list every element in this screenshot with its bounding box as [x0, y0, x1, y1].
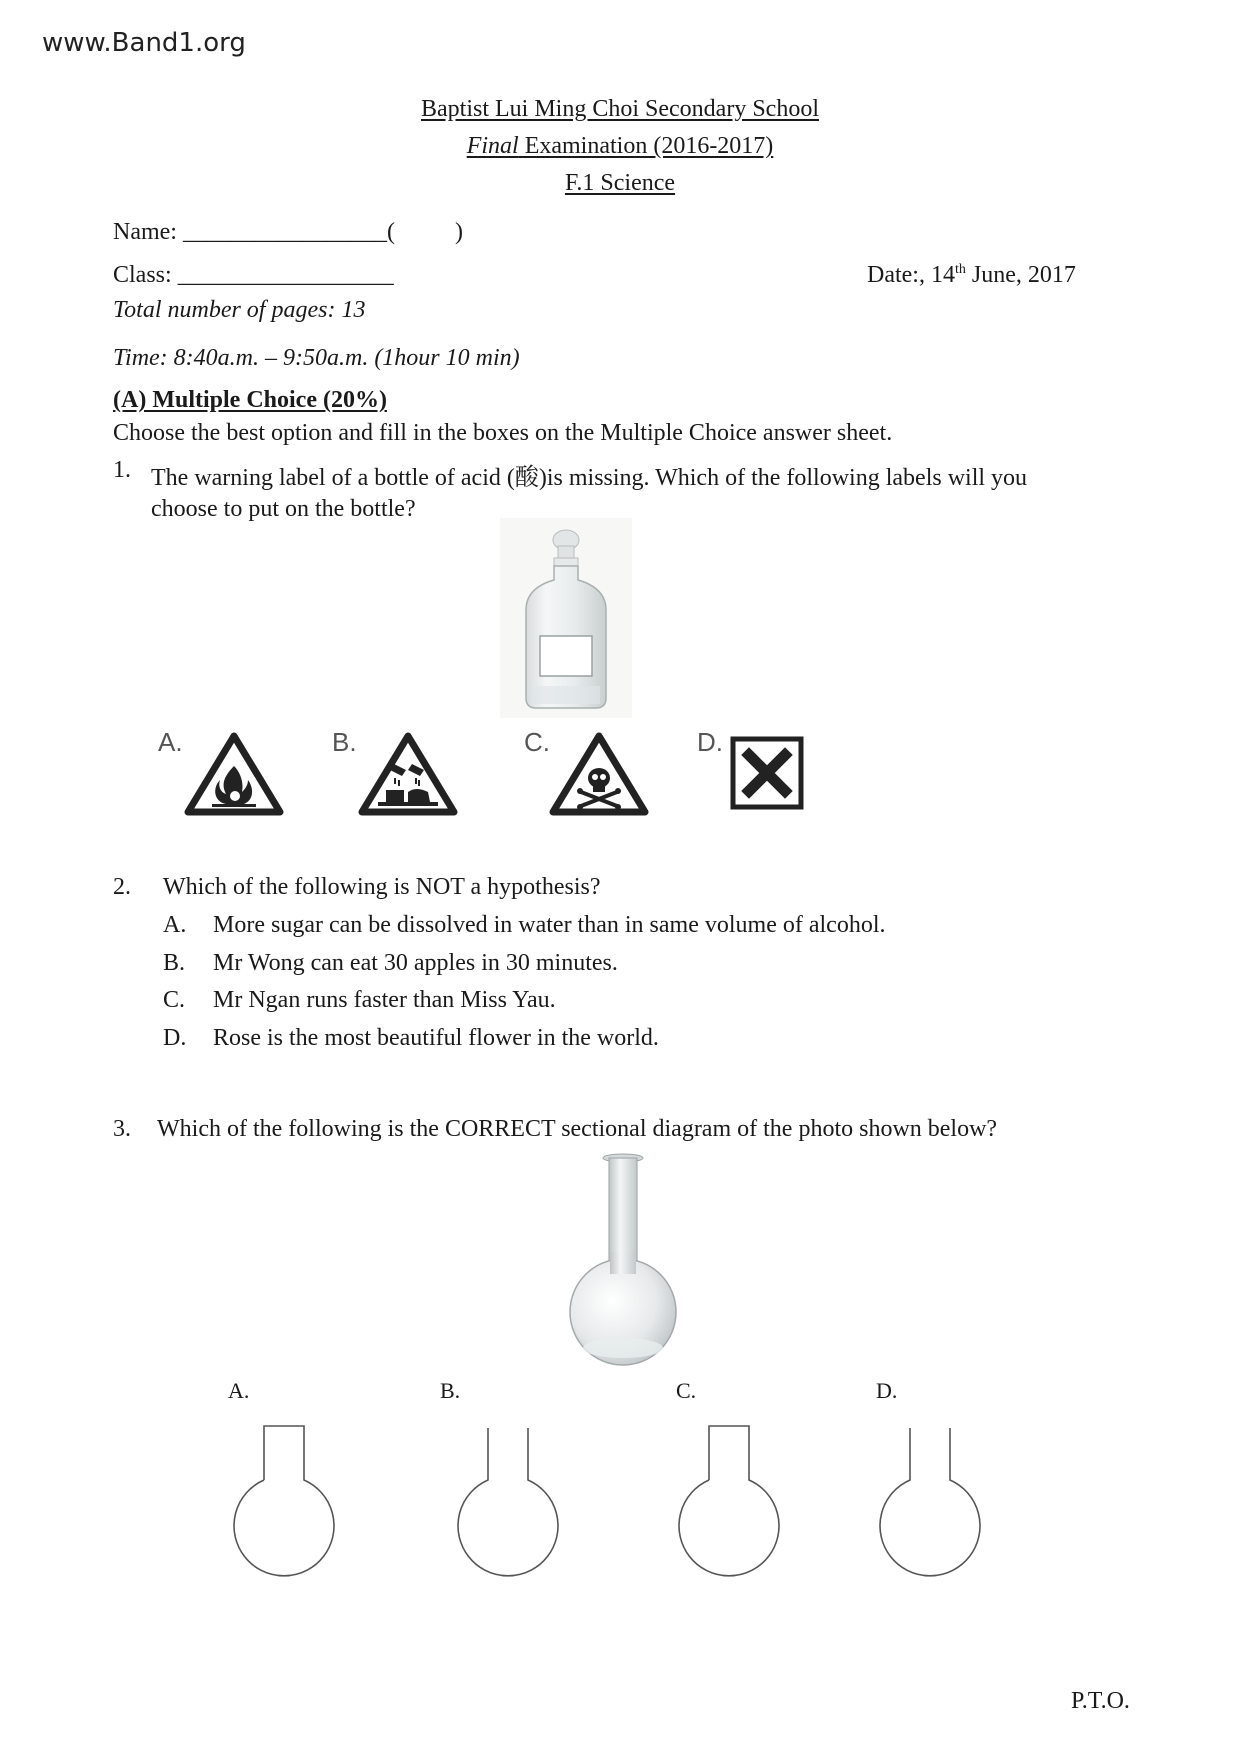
reagent-bottle-image [500, 518, 632, 718]
q1-option-a-label: A. [158, 727, 183, 757]
name-label: Name: [113, 219, 177, 245]
harmful-hazard-icon [730, 736, 804, 810]
q1-option-c-label: C. [524, 727, 550, 757]
section-title: (A) Multiple Choice (20%) [113, 387, 387, 413]
q2-option-d-letter: D. [163, 1025, 187, 1051]
q2-option-b-text: Mr Wong can eat 30 apples in 30 minutes. [213, 950, 618, 976]
flask-diagram-c [669, 1420, 789, 1600]
class-field[interactable] [113, 262, 394, 289]
name-number-close: ) [454, 219, 463, 245]
q3-option-c-label: C. [676, 1378, 697, 1403]
q2-option-b-letter: B. [163, 950, 186, 976]
class-label: Class: [113, 262, 172, 288]
total-pages: Total number of pages: 13 [113, 297, 366, 323]
school-name: Baptist Lui Ming Choi Secondary School [421, 96, 819, 122]
q2-option-c-text: Mr Ngan runs faster than Miss Yau. [213, 987, 556, 1013]
section-instruction: Choose the best option and fill in the boxes on the Multiple Choice answer sheet. [113, 420, 893, 446]
q2-option-a-text: More sugar can be dissolved in water than in same volume of alcohol. [213, 912, 886, 938]
class-blank[interactable]: __________________ [177, 262, 394, 288]
q2-option-a-letter: A. [163, 912, 187, 938]
q2-text: Which of the following is NOT a hypothesis? [163, 874, 601, 900]
flask-diagram-a [224, 1420, 344, 1600]
flammable-hazard-icon [182, 730, 286, 818]
q1-number: 1. [113, 457, 131, 483]
round-bottom-flask-image [565, 1152, 680, 1367]
q1-option-b-label: B. [332, 727, 357, 757]
q2-number: 2. [113, 874, 131, 900]
q3-number: 3. [113, 1116, 131, 1142]
q3-text: Which of the following is the CORRECT sectional diagram of the photo shown below? [157, 1116, 998, 1142]
corrosive-hazard-icon [356, 730, 460, 818]
name-blank[interactable]: _________________( [182, 219, 395, 245]
q3-option-d-label: D. [876, 1378, 898, 1403]
flask-diagram-d [870, 1420, 990, 1600]
exam-date: Date:, 14th June, 2017 [867, 262, 1076, 288]
name-field[interactable] [113, 219, 463, 246]
subject-title: F.1 Science [564, 170, 676, 196]
q1-text-line1: The warning label of a bottle of acid (酸)is missing. Which of the following labels will you [151, 465, 1028, 491]
q3-option-a-label: A. [228, 1378, 250, 1403]
q1-text-line2: choose to put on the bottle? [151, 496, 416, 522]
watermark: www.Band1.org [42, 28, 246, 58]
exam-time: Time: 8:40a.m. – 9:50a.m. (1hour 10 min) [113, 345, 520, 371]
q2-option-d-text: Rose is the most beautiful flower in the world. [213, 1025, 659, 1051]
please-turn-over: P.T.O. [1071, 1688, 1130, 1714]
toxic-hazard-icon [547, 730, 651, 818]
q1-option-d-label: D. [697, 727, 723, 757]
exam-title: Final Examination (2016-2017) [466, 133, 774, 159]
flask-diagram-b [448, 1420, 568, 1600]
q3-option-b-label: B. [440, 1378, 461, 1403]
q2-option-c-letter: C. [163, 987, 186, 1013]
